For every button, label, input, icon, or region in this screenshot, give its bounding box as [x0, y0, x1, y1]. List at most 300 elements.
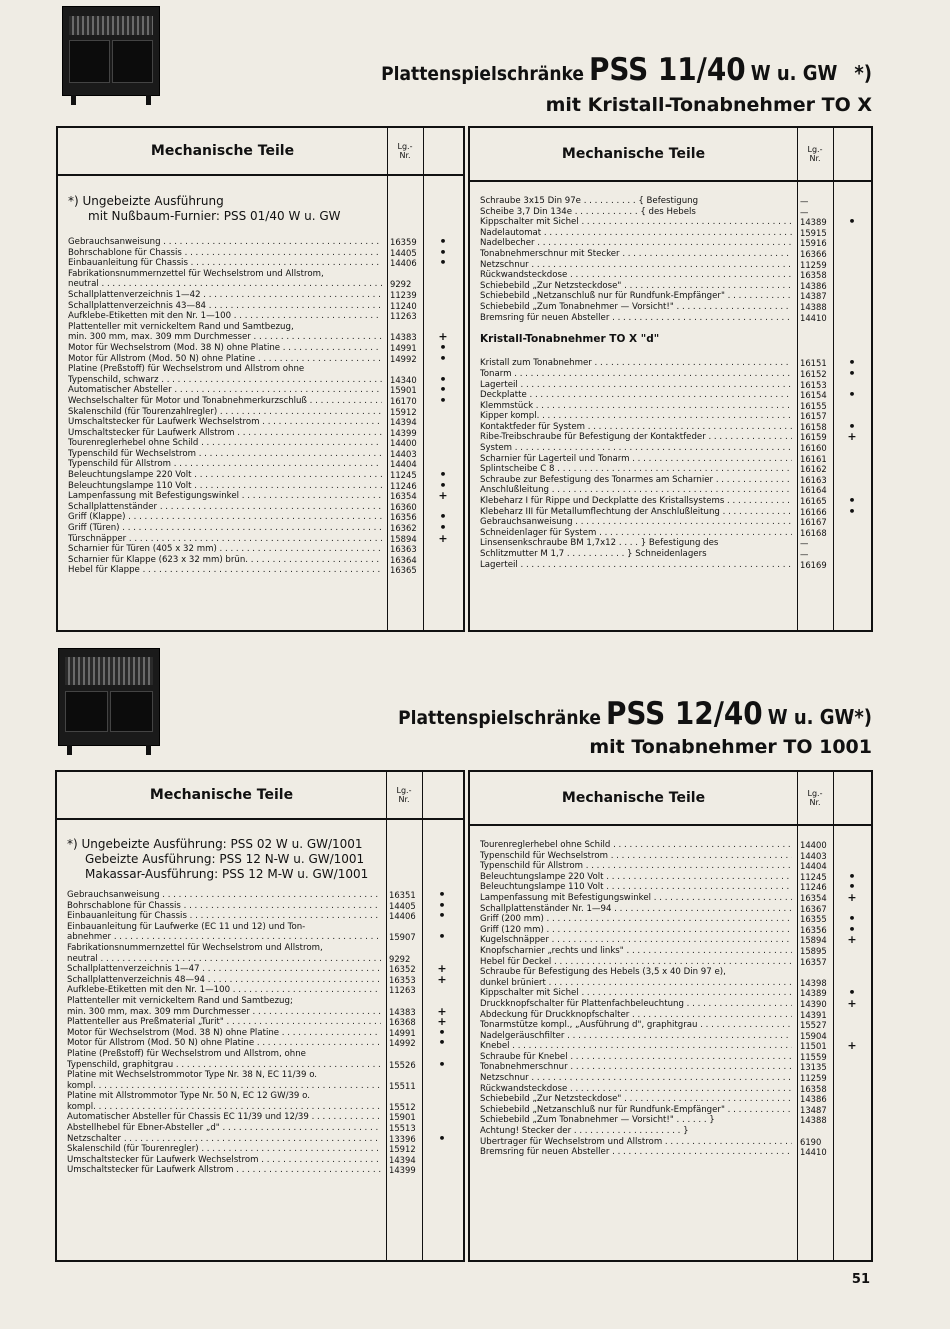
table-row [470, 861, 871, 872]
table-row [57, 1144, 463, 1155]
table-row [470, 935, 871, 946]
row-number: 16353 [389, 974, 416, 985]
row-number: 14400 [390, 438, 417, 449]
row-mark: • [438, 888, 446, 901]
table-row [470, 840, 871, 851]
row-mark: + [437, 972, 447, 986]
table-row [470, 1010, 871, 1021]
table-row [470, 1147, 871, 1158]
row-description: Typenschild, schwarz . . . [68, 375, 382, 386]
table-row [470, 366, 871, 380]
section1-title-variant: W u. GW [750, 61, 838, 85]
row-description: Knebel . . . [480, 1041, 792, 1052]
row-mark: • [439, 393, 447, 407]
section1-right-rows [470, 196, 871, 570]
table-row [57, 964, 463, 975]
row-number: 14394 [390, 417, 417, 428]
table-row [470, 946, 871, 957]
row-description: Deckplatte . . . [480, 390, 792, 401]
row-number: 15916 [800, 238, 827, 249]
table-row [470, 454, 871, 465]
row-mark: • [439, 468, 447, 482]
row-description: Gebrauchsanweisung . . . [480, 517, 792, 528]
section2-note-2: Gebeizte Ausführung: PSS 12 N-W u. GW/1001 [85, 852, 365, 866]
row-mark: • [438, 909, 446, 923]
row-number: 6190 [800, 1136, 822, 1147]
row-number: 15907 [389, 932, 416, 943]
table-row [58, 565, 463, 576]
table-row [57, 911, 463, 922]
row-number: 14386 [800, 1094, 827, 1105]
row-number: 14386 [800, 280, 827, 291]
row-description: Typenschild für Allstrom . . . [68, 459, 382, 470]
table-row [58, 512, 463, 523]
row-number: 15527 [800, 1020, 827, 1031]
row-number: 16170 [390, 395, 417, 406]
row-number: 15513 [389, 1123, 416, 1134]
row-number: 16357 [800, 956, 827, 967]
row-description: Tourenreglerhebel ohne Schild . . . [480, 840, 792, 851]
row-description: Umschaltstecker für Laufwerk Wechselstrom . . . [68, 417, 382, 428]
table-row [470, 485, 871, 496]
row-mark: • [438, 1131, 446, 1145]
row-description: Griff (Türen) . . . [68, 523, 382, 534]
row-mark: • [439, 372, 447, 386]
table-row [470, 401, 871, 412]
table-row [58, 322, 463, 333]
row-description: Beleuchtungslampe 220 Volt . . . [480, 872, 792, 883]
header-number: Lg.- Nr. [807, 145, 823, 163]
row-description: Nadelautomat . . . [480, 228, 792, 239]
table-row [470, 207, 871, 218]
row-number: 15894 [800, 935, 827, 946]
section1-title [381, 52, 872, 88]
row-description: Gebrauchsanweisung . . . [67, 890, 381, 901]
row-description: Griff (200 mm) . . . [480, 914, 792, 925]
table-row [58, 531, 463, 545]
table-row [470, 196, 871, 207]
row-number: 14399 [390, 427, 417, 438]
row-mark: • [439, 510, 447, 524]
row-description: Klebeharz I für Rippe und Deckplatte des Kristallsystems . . . [480, 496, 792, 507]
table-row [470, 496, 871, 507]
row-number: 14406 [389, 911, 416, 922]
table-row [470, 358, 871, 369]
row-number: 14383 [390, 332, 417, 343]
row-description: Bohrschablone für Chassis . . . [68, 248, 382, 259]
table-row [470, 549, 871, 560]
row-number: 16358 [800, 270, 827, 281]
row-description: Plattenteller mit vernickeltem Rand und Samtbezug; [67, 995, 293, 1006]
row-mark: • [439, 256, 447, 270]
row-description: Schraube für Befestigung des Hebels (3,5 x 40 Din 97 e), [480, 967, 726, 978]
row-number: 13396 [389, 1133, 416, 1144]
row-mark: • [439, 478, 447, 492]
table-row [470, 228, 871, 239]
row-number: 16360 [390, 501, 417, 512]
row-description: Schraube 3x15 Din 97e . . . . . . . . . . { Befestigung [480, 196, 699, 206]
row-description: Typenschild, graphitgrau . . . [67, 1060, 381, 1071]
row-description: Kristall zum Tonabnehmer . . . [480, 358, 792, 369]
row-number: 16368 [389, 1017, 416, 1028]
table-row [57, 1004, 463, 1018]
table-row [470, 922, 871, 936]
row-number: 16153 [800, 379, 827, 390]
table-row [470, 890, 871, 904]
row-description: Automatischer Absteller für Chassis EC 11/39 und 12/39 . . . [67, 1112, 381, 1123]
row-description: Tonarmstütze kompl., „Ausführung d", graphitgrau . . . [480, 1020, 792, 1031]
table-row [470, 517, 871, 528]
row-mark: • [848, 494, 856, 508]
table-row [470, 1073, 871, 1084]
table-row [58, 523, 463, 534]
row-description: Kugelschnäpper . . . [480, 935, 792, 946]
row-mark: • [848, 215, 856, 229]
row-number: 14404 [390, 459, 417, 470]
table-row [470, 432, 871, 443]
row-mark: + [438, 330, 448, 344]
row-number: 11501 [800, 1041, 827, 1052]
row-mark: + [438, 531, 448, 545]
row-description: Skalenschild (für Tourenregler) . . . [67, 1144, 381, 1155]
table-row [58, 393, 463, 407]
row-number: 16359 [390, 237, 417, 247]
row-number: 14399 [389, 1165, 416, 1176]
row-description: Scharnier für Lagerteil und Tonarm . . . [480, 454, 792, 465]
row-number: 16168 [800, 527, 827, 538]
cabinet-illustration-2 [58, 648, 160, 746]
row-number: 11246 [390, 480, 417, 491]
row-number: 15912 [390, 406, 417, 417]
row-number: 16154 [800, 390, 827, 401]
table-row [58, 417, 463, 428]
row-description: Typenschild für Wechselstrom . . . [480, 851, 792, 862]
row-number: 16162 [800, 464, 827, 475]
row-number: 14389 [800, 217, 827, 228]
table-row [57, 932, 463, 943]
table-row [470, 390, 871, 401]
row-number: 16155 [800, 400, 827, 411]
table-row [470, 1052, 871, 1063]
table-row [470, 504, 871, 518]
row-number: — [800, 196, 809, 206]
row-number: 16355 [800, 914, 827, 925]
row-number: 14991 [390, 342, 417, 353]
table-row [57, 1017, 463, 1028]
table-row [470, 380, 871, 391]
row-number: 14340 [390, 374, 417, 385]
row-description: Druckknopfschalter für Plattenfachbeleuchtung . . . [480, 999, 792, 1010]
table-row [58, 301, 463, 312]
row-description: Netzschalter . . . [67, 1134, 381, 1145]
table-row [470, 1084, 871, 1095]
row-description: Schneidenlager für System . . . [480, 528, 792, 539]
row-number: 15512 [389, 1101, 416, 1112]
row-mark: • [848, 419, 856, 433]
table-row [470, 1020, 871, 1031]
table-row [57, 1070, 463, 1081]
row-number: 16354 [800, 892, 827, 903]
table-row [470, 348, 871, 359]
row-description: System . . . [480, 443, 792, 454]
table-row [57, 972, 463, 986]
table-row [470, 464, 871, 475]
header-number: Lg.- Nr. [396, 786, 412, 804]
table-row [57, 1155, 463, 1166]
section1-table-left [56, 126, 465, 632]
table-row [57, 890, 463, 901]
row-description: Bremsring für neuen Absteller . . . [480, 1147, 792, 1158]
table-row [58, 279, 463, 290]
row-number: 16151 [800, 358, 827, 369]
table-row [57, 922, 463, 933]
row-description: Nadelbecher . . . [480, 238, 792, 249]
row-description: Einbauanleitung für Chassis . . . [68, 258, 382, 269]
row-description: Türschnäpper . . . [68, 534, 382, 545]
section2-title [398, 696, 872, 732]
row-number: 16169 [800, 559, 827, 570]
row-description: Automatischer Absteller . . . [68, 385, 382, 396]
row-description: Umschaltstecker für Laufwerk Allstrom . . . [68, 428, 382, 439]
table-row [58, 428, 463, 439]
row-mark: • [848, 869, 856, 883]
page-number: 51 [851, 1272, 870, 1287]
row-description: Scheibe 3,7 Din 134e . . . . . . . . . . . . { des Hebels [480, 206, 696, 217]
row-number: 11259 [800, 259, 827, 270]
header-description: Mechanische Teile [561, 790, 706, 806]
table-row [470, 217, 871, 228]
row-number: 16351 [389, 890, 416, 900]
header-description: Mechanische Teile [150, 143, 295, 159]
header-number: Lg.- Nr. [397, 142, 413, 160]
row-description: Schiebebild „Netzanschluß nur für Rundfunk-Empfänger" . . . [480, 291, 792, 302]
row-mark: • [439, 235, 447, 248]
row-mark: • [848, 912, 856, 926]
row-mark: • [439, 521, 447, 535]
row-mark: • [439, 351, 447, 365]
row-description: Klemmstück . . . [480, 401, 792, 412]
row-number: 16367 [800, 903, 827, 914]
row-number: 11240 [390, 300, 417, 311]
row-number: 13135 [800, 1062, 827, 1073]
table-row [58, 449, 463, 460]
header-description: Mechanische Teile [561, 146, 706, 162]
row-description: Griff (120 mm) . . . [480, 925, 792, 936]
row-number: 16356 [800, 924, 827, 935]
row-number: 16161 [800, 453, 827, 464]
section2-title-model: PSS 12/40 [605, 696, 763, 732]
row-number: 16364 [390, 554, 417, 565]
row-number: 14391 [800, 1009, 827, 1020]
table-row [58, 555, 463, 566]
row-number: 11263 [390, 311, 417, 322]
row-description: Schallplattenverzeichnis 1—47 . . . [67, 964, 381, 975]
table-row [470, 419, 871, 433]
row-description: Einbauanleitung für Laufwerke (EC 11 und 12) und Ton- [67, 921, 306, 932]
row-number: 15894 [390, 533, 417, 544]
table-row [57, 996, 463, 1007]
table-row [58, 340, 463, 354]
row-description: Tonarm . . . [480, 369, 792, 380]
table-row [58, 459, 463, 470]
row-description: Netzschnur . . . [480, 1073, 792, 1084]
table-row [57, 943, 463, 954]
row-mark: • [848, 880, 856, 894]
row-description: Tourenreglerhebel ohne Schild . . . [68, 438, 382, 449]
row-number: 16352 [389, 964, 416, 975]
row-number: 16354 [390, 491, 417, 502]
section2-note-1: *) Ungebeizte Ausführung: PSS 02 W u. GW/1001 [67, 837, 363, 851]
row-number: 16152 [800, 368, 827, 379]
row-description: Schraube für Knebel . . . [480, 1052, 792, 1063]
row-number: 15901 [390, 385, 417, 396]
row-description: Fabrikationsnummernzettel für Wechselstrom und Allstrom, [67, 942, 323, 953]
row-description: Hebel für Deckel . . . [480, 957, 792, 968]
row-number: 14404 [800, 861, 827, 872]
row-description: kompl. . . . [67, 1102, 381, 1113]
row-number: 11239 [390, 289, 417, 300]
row-number: 13487 [800, 1104, 827, 1115]
row-number: 14400 [800, 840, 827, 850]
row-number: 16157 [800, 411, 827, 422]
row-description: Abdeckung für Druckknopfschalter . . . [480, 1010, 792, 1021]
section1-title-note: *) [854, 61, 872, 85]
row-description: abnehmer . . . [67, 932, 381, 943]
table-row [470, 851, 871, 862]
row-number: 14394 [389, 1154, 416, 1165]
row-mark: + [847, 1039, 857, 1053]
row-description: Schiebebild „Zur Netzsteckdose" . . . [480, 281, 792, 292]
section1-table-right [468, 126, 873, 632]
row-description: neutral . . . [68, 279, 382, 290]
table-row [470, 967, 871, 978]
table-row [58, 478, 463, 492]
table-row [470, 914, 871, 925]
row-number: 14383 [389, 1006, 416, 1017]
row-description: Typenschild für Wechselstrom . . . [68, 449, 382, 460]
row-description: Bohrschablone für Chassis . . . [67, 901, 381, 912]
row-description: neutral . . . [67, 954, 381, 965]
row-number: 14387 [800, 291, 827, 302]
header-number: Lg.- Nr. [807, 789, 823, 807]
row-number: 15915 [800, 227, 827, 238]
row-description: Platine (Preßstoff) für Wechselstrom und Allstrom ohne [68, 364, 305, 375]
row-description: Motor für Wechselstrom (Mod. 38 N) ohne Platine . . . [67, 1028, 381, 1039]
row-description: Übertrager für Wechselstrom und Allstrom . . . [480, 1137, 792, 1148]
row-description: Schallplattenständer Nr. 1—94 . . . [480, 904, 792, 915]
row-mark: + [847, 890, 857, 904]
row-mark: • [848, 388, 856, 402]
row-number: 14390 [800, 998, 827, 1009]
row-number: — [800, 538, 809, 549]
table-row [470, 270, 871, 281]
row-description: Scharnier für Türen (405 x 32 mm) . . . [68, 544, 382, 555]
row-number: 16167 [800, 517, 827, 528]
table-row [58, 372, 463, 386]
row-mark: + [437, 1015, 447, 1029]
row-description: min. 300 mm, max. 309 mm Durchmesser . . . [67, 1007, 381, 1018]
section2-title-variant: W u. GW*) [767, 705, 872, 729]
row-description: Aufklebe-Etiketten mit den Nr. 1—100 . . . [67, 985, 381, 996]
row-mark: + [847, 933, 857, 947]
row-description: Schraube zur Befestigung des Tonarmes am Scharnier . . . [480, 475, 792, 486]
row-description: Knopfscharnier „rechts und links" . . . [480, 946, 792, 957]
section1-subtitle: mit Kristall-Tonabnehmer TO X [545, 94, 872, 116]
row-number: 14405 [389, 900, 416, 911]
row-description: Schlitzmutter M 1,7 . . . . . . . . . . . } Schneidenlagers [480, 549, 707, 559]
table-row [470, 882, 871, 893]
row-number: 9292 [389, 953, 411, 964]
row-description: Schiebebild „Zum Tonabnehmer — Vorsicht!" . . . . . . } [480, 1115, 715, 1126]
row-number: 15912 [389, 1144, 416, 1155]
table-row [58, 332, 463, 343]
row-description: Umschaltstecker für Laufwerk Wechselstrom . . . [67, 1155, 381, 1166]
row-description: Tonabnehmerschnur mit Stecker . . . [480, 249, 792, 260]
header-description: Mechanische Teile [149, 787, 294, 803]
row-number: 15895 [800, 945, 827, 956]
row-description: Plattenteller mit vernickeltem Rand und Samtbezug, [68, 321, 294, 332]
row-number: 16356 [390, 512, 417, 523]
table-row [470, 528, 871, 539]
row-description: Schiebebild „Netzanschluß nur für Rundfunk-Empfänger" . . . [480, 1105, 792, 1116]
table-row [57, 1123, 463, 1134]
row-mark: • [438, 1057, 446, 1071]
row-number: 15901 [389, 1112, 416, 1123]
table-row [470, 1105, 871, 1116]
row-mark: + [847, 996, 857, 1010]
table-row [58, 290, 463, 301]
row-number: 11246 [800, 882, 827, 893]
row-description: Einbauanleitung für Chassis . . . [67, 911, 381, 922]
row-description: Linsensenkschraube BM 1,7x12 . . . . } Befestigung des [480, 538, 719, 549]
table-row [470, 996, 871, 1010]
row-description: Platine (Preßstoff) für Wechselstrom und Allstrom, ohne [67, 1048, 306, 1059]
row-description: Beleuchtungslampe 220 Volt . . . [68, 470, 382, 481]
row-description: Kontaktfeder für System . . . [480, 422, 792, 433]
table-row [470, 249, 871, 260]
section2-table-left [55, 770, 465, 1262]
row-description: Gebrauchsanweisung . . . [68, 237, 382, 248]
row-number: 16362 [390, 523, 417, 534]
section1-title-model: PSS 11/40 [588, 52, 746, 88]
table-row [470, 260, 871, 271]
row-number: 16158 [800, 421, 827, 432]
row-number: 16365 [390, 565, 417, 576]
row-number: 16366 [800, 248, 827, 259]
row-description: Lampenfassung mit Befestigungswinkel . . . [480, 893, 792, 904]
table-row [470, 443, 871, 454]
row-number: 14403 [390, 448, 417, 459]
table-row [58, 311, 463, 322]
table-row [58, 258, 463, 269]
row-number: 14398 [800, 977, 827, 988]
row-description: Bremsring für neuen Absteller . . . [480, 313, 792, 324]
row-description: Scharnier für Klappe (623 x 32 mm) brün. . . . [68, 555, 382, 566]
row-description: Schallplattenständer . . . [68, 502, 382, 513]
row-mark: • [848, 922, 856, 936]
table-row [470, 869, 871, 883]
row-mark: • [848, 986, 856, 1000]
row-number: 11559 [800, 1051, 827, 1062]
table-row [470, 957, 871, 968]
row-description: Skalenschild (für Tourenzahlregler) . . . [68, 407, 382, 418]
row-description: Motor für Allstrom (Mod. 50 N) ohne Platine . . . [68, 354, 382, 365]
section2-left-rows [57, 890, 463, 1176]
section2-subtitle: mit Tonabnehmer TO 1001 [589, 736, 872, 758]
section1-note-2: mit Nußbaum-Furnier: PSS 01/40 W u. GW [88, 209, 341, 223]
table-row [470, 560, 871, 571]
row-description: Nadelgeräuschfilter . . . [480, 1031, 792, 1042]
